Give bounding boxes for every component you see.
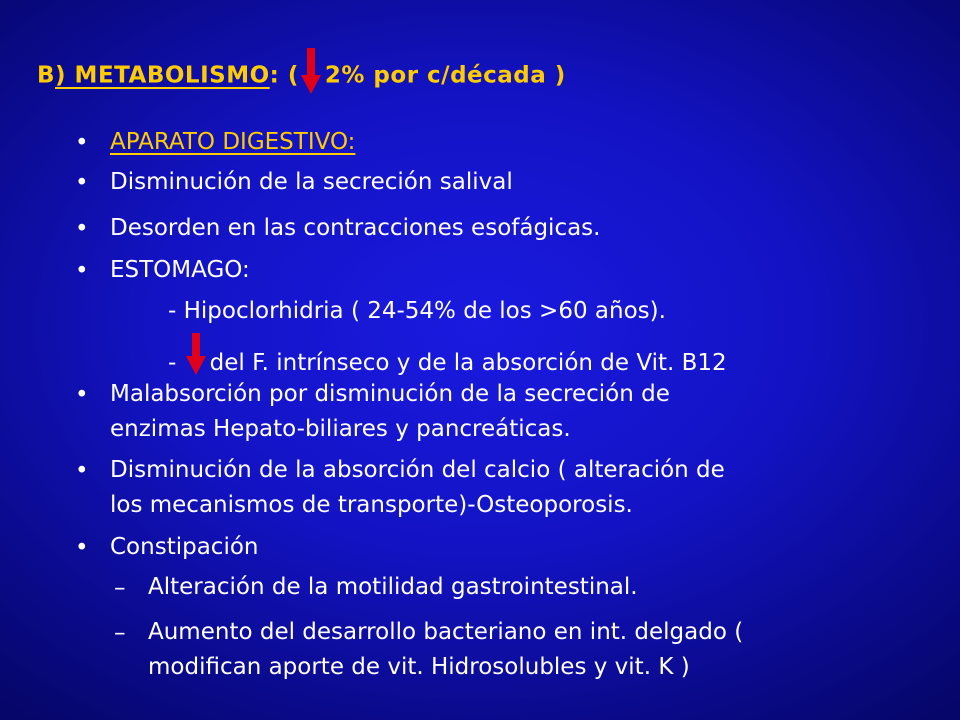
sub-item-line: modifican aporte de vit. Hidrosolubles y vit. K ): [148, 654, 690, 680]
list-item-line: los mecanismos de transporte)-Osteoporosis.: [110, 492, 633, 518]
title-after-arrow: 2% por c/década ): [324, 62, 566, 89]
sub-item-text: del F. intrínseco y de la absorción de Vit. B12: [209, 350, 727, 376]
bullet: •: [75, 170, 89, 196]
bullet: •: [75, 382, 89, 408]
list-item: ESTOMAGO:: [110, 257, 250, 283]
bullet: •: [75, 216, 89, 242]
bullet: •: [75, 258, 89, 284]
list-item-line: enzimas Hepato-biliares y pancreáticas.: [110, 416, 571, 442]
bullet: •: [75, 130, 89, 156]
sub-item-line: Aumento del desarrollo bacteriano en int. delgado (: [148, 619, 744, 645]
list-item-line: Disminución de la absorción del calcio ( alteración de: [110, 457, 725, 483]
list-item: Desorden en las contracciones esofágicas.: [110, 215, 601, 241]
bullet: •: [75, 458, 89, 484]
slide-title: [37, 50, 566, 102]
list-item: Constipación: [110, 534, 259, 560]
dash: –: [114, 575, 126, 601]
dash: –: [114, 620, 126, 646]
down-arrow-icon: [186, 333, 206, 382]
title-rest: : (: [269, 62, 299, 89]
sub-item: Alteración de la motilidad gastrointestinal.: [148, 574, 638, 600]
down-arrow-icon: [301, 48, 321, 100]
sub-item: - Hipoclorhidria ( 24-54% de los >60 años).: [168, 298, 666, 324]
title-underlined: ) METABOLISMO: [55, 62, 270, 89]
section-heading: APARATO DIGESTIVO:: [110, 129, 356, 155]
title-prefix: B: [37, 62, 56, 89]
list-item: [110, 129, 355, 156]
bullet: •: [75, 535, 89, 561]
list-item-line: Malabsorción por disminución de la secreción de: [110, 381, 670, 407]
list-item: Disminución de la secreción salival: [110, 169, 513, 195]
sub-item-prefix: -: [168, 350, 177, 376]
